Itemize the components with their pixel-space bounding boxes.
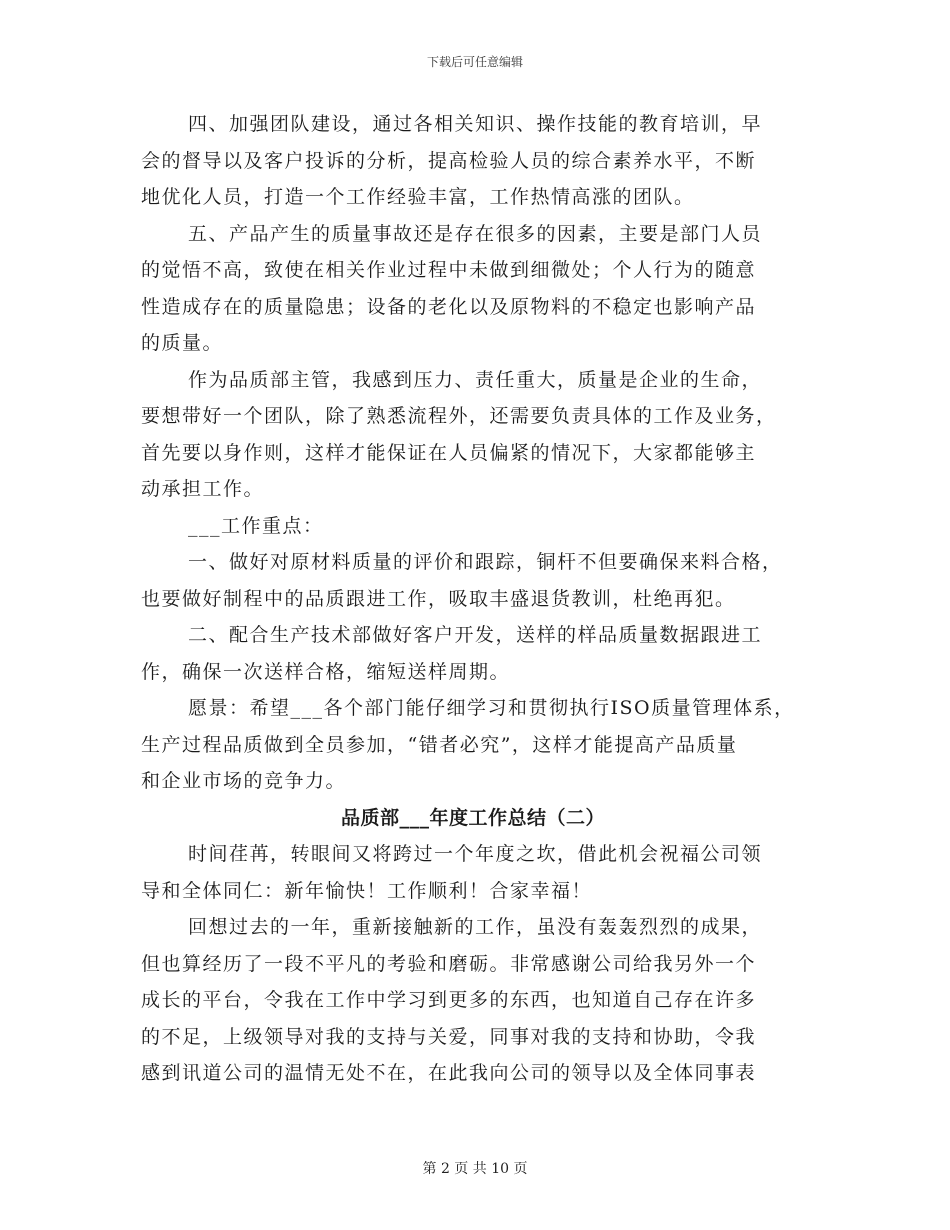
text-line: 二、配合生产技术部做好客户开发，送样的样品质量数据跟进工 <box>188 624 763 646</box>
document-body <box>141 106 805 1092</box>
text-line: 导和全体同仁：新年愉快！工作顺利！合家幸福！ <box>141 879 593 902</box>
text-line: 动承担工作。 <box>141 478 265 500</box>
page-number: 第 2 页 共 10 页 <box>422 1161 528 1177</box>
text-line: 和企业市场的竞争力。 <box>141 770 347 792</box>
text-line: 但也算经历了一段不平凡的考验和磨砺。非常感谢公司给我另外一个 <box>141 952 757 975</box>
text-line: 时间荏苒，转眼间又将跨过一个年度之坎，借此机会祝福公司领 <box>188 843 763 865</box>
text-line: 愿景：希望___各个部门能仔细学习和贯彻执行ISO质量管理体系， <box>188 697 795 719</box>
text-line: ___工作重点： <box>188 514 324 537</box>
text-line: 作，确保一次送样合格，缩短送样周期。 <box>141 660 511 683</box>
text-line: 的质量。 <box>141 332 224 354</box>
text-line: 四、加强团队建设，通过各相关知识、操作技能的教育培训，早 <box>188 113 763 135</box>
text-line: 要想带好一个团队，除了熟悉流程外，还需要负责具体的工作及业务， <box>141 405 777 427</box>
text-line: 地优化人员，打造一个工作经验丰富，工作热情高涨的团队。 <box>141 186 695 208</box>
text-line: 成长的平台，令我在工作中学习到更多的东西，也知道自己存在许多 <box>141 989 757 1011</box>
text-line: 的不足，上级领导对我的支持与关爱，同事对我的支持和协助，令我 <box>141 1025 757 1048</box>
section-title: 品质部___年度工作总结（二） <box>340 806 605 829</box>
text-line: 感到讯道公司的温情无处不在，在此我向公司的领导以及全体同事表 <box>141 1062 757 1084</box>
text-line: 生产过程品质做到全员参加，“错者必究”，这样才能提高产品质量 <box>141 733 738 756</box>
text-line: 作为品质部主管，我感到压力、责任重大，质量是企业的生命， <box>188 368 763 391</box>
text-line: 会的督导以及客户投诉的分析，提高检验人员的综合素养水平，不断 <box>141 149 757 172</box>
text-line: 一、做好对原材料质量的评价和跟踪，铜杆不但要确保来料合格， <box>188 551 783 573</box>
text-line: 的觉悟不高，致使在相关作业过程中未做到细微处；个人行为的随意 <box>141 259 757 281</box>
page-header-note: 下载后可任意编辑 <box>426 55 523 69</box>
text-line: 回想过去的一年，重新接触新的工作，虽没有轰轰烈烈的成果， <box>188 916 763 938</box>
text-line: 性造成存在的质量隐患；设备的老化以及原物料的不稳定也影响产品 <box>141 295 757 318</box>
text-line: 首先要以身作则，这样才能保证在人员偏紧的情况下，大家都能够主 <box>141 441 757 464</box>
text-line: 也要做好制程中的品质跟进工作，吸取丰盛退货教训，杜绝再犯。 <box>141 587 736 610</box>
text-line: 五、产品产生的质量事故还是存在很多的因素，主要是部门人员 <box>188 222 763 245</box>
